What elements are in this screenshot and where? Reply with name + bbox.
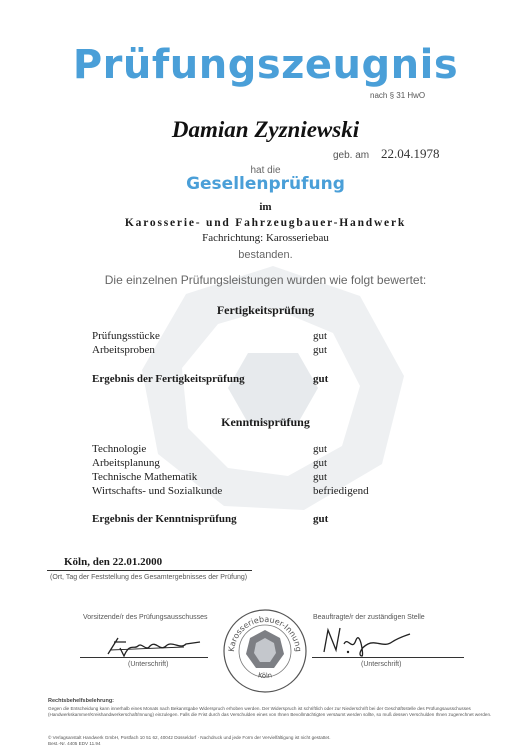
born-date: 22.04.1978 <box>381 146 440 161</box>
representative-signature <box>318 622 414 660</box>
skills-result-grade: gut <box>313 373 329 385</box>
legal-heading: Rechtsbehelfsbelehrung: <box>48 698 115 704</box>
trade-name: Karosserie- und Fahrzeugbauer-Handwerk <box>124 217 407 229</box>
place-date: Köln, den 22.01.2000 <box>64 556 163 568</box>
chair-signature <box>104 632 204 660</box>
representative-role-label: Beauftragte/r der zuständigen Stelle <box>313 614 425 621</box>
grades-intro: Die einzelnen Prüfungsleistungen wurden wie folgt bewertet: <box>104 273 427 287</box>
footer <box>48 735 498 747</box>
skills-row-grade: gut <box>313 330 328 342</box>
official-seal <box>222 608 308 694</box>
knowledge-row-label: Technische Mathematik <box>92 471 198 483</box>
knowledge-row-grade: gut <box>313 443 328 455</box>
footer-order-number: Best.-Nr. 4405 EDV 11.94 <box>48 741 101 747</box>
skills-result-label: Ergebnis der Fertigkeitsprüfung <box>92 373 245 385</box>
knowledge-row-grade: befriedigend <box>313 485 369 497</box>
born-label: geb. am <box>333 150 370 161</box>
knowledge-result-label: Ergebnis der Kenntnisprüfung <box>92 513 237 525</box>
seal-text-top: Karosseriebauer-Innung <box>226 614 304 653</box>
skills-section-title: Fertigkeitsprüfung <box>216 303 315 317</box>
knowledge-row-label: Technologie <box>92 443 147 455</box>
representative-signature-line <box>312 657 464 658</box>
svg-text:Köln <box>257 671 273 680</box>
legal-text: Gegen die Entscheidung kann innerhalb eines Monats nach Bekanntgabe Widerspruch erhoben werden. Der Widerspruch ist schriftlich oder zur Niederschrift bei der Geschäftsstelle des Prüfungsausschusses (Handwerkskammer/Kreishandwerkerschaft/Innung) einzulegen. Falls die Frist durch das Verschulden eines von Ihnen Bevollmächtigten versäumt werden sollte, so muß dessen Verschulden Ihnen zugerechnet werden. <box>48 706 492 718</box>
footer-publisher: © Verlagsanstalt Handwerk GmbH, Postfach 10 51 62, 40042 Düsseldorf · Nachdruck und jede Form der Vervielfältigung ist nicht gestattet. <box>48 735 331 740</box>
exam-name: Gesellenprüfung <box>186 174 345 194</box>
passed-text: bestanden. <box>238 249 293 261</box>
skills-row-label: Prüfungsstücke <box>92 330 160 342</box>
seal-text-bottom: Köln <box>257 671 273 681</box>
candidate-name: Damian Zyzniewski <box>171 117 360 142</box>
knowledge-row-grade: gut <box>313 471 328 483</box>
im-text: im <box>259 201 272 213</box>
knowledge-row-grade: gut <box>313 457 328 469</box>
chair-signature-line <box>80 657 208 658</box>
legal-basis-note: nach § 31 HwO <box>370 91 426 100</box>
knowledge-result-grade: gut <box>313 513 329 525</box>
certificate-title: Prüfungszeugnis <box>72 42 459 88</box>
chair-role-label: Vorsitzende/r des Prüfungsausschusses <box>83 614 208 621</box>
knowledge-row-label: Arbeitsplanung <box>92 457 160 469</box>
skills-row-label: Arbeitsproben <box>92 344 155 356</box>
hat-die-text: hat die <box>250 165 281 176</box>
chair-signature-caption: (Unterschrift) <box>128 661 169 668</box>
knowledge-section-title: Kenntnisprüfung <box>221 415 310 429</box>
knowledge-row-label: Wirtschafts- und Sozialkunde <box>92 485 223 497</box>
place-date-note: (Ort, Tag der Feststellung des Gesamtergebnisses der Prüfung) <box>50 574 248 581</box>
skills-row-grade: gut <box>313 344 328 356</box>
specialization: Fachrichtung: Karosseriebau <box>202 232 329 244</box>
representative-signature-caption: (Unterschrift) <box>361 661 402 668</box>
place-date-line <box>47 570 252 571</box>
